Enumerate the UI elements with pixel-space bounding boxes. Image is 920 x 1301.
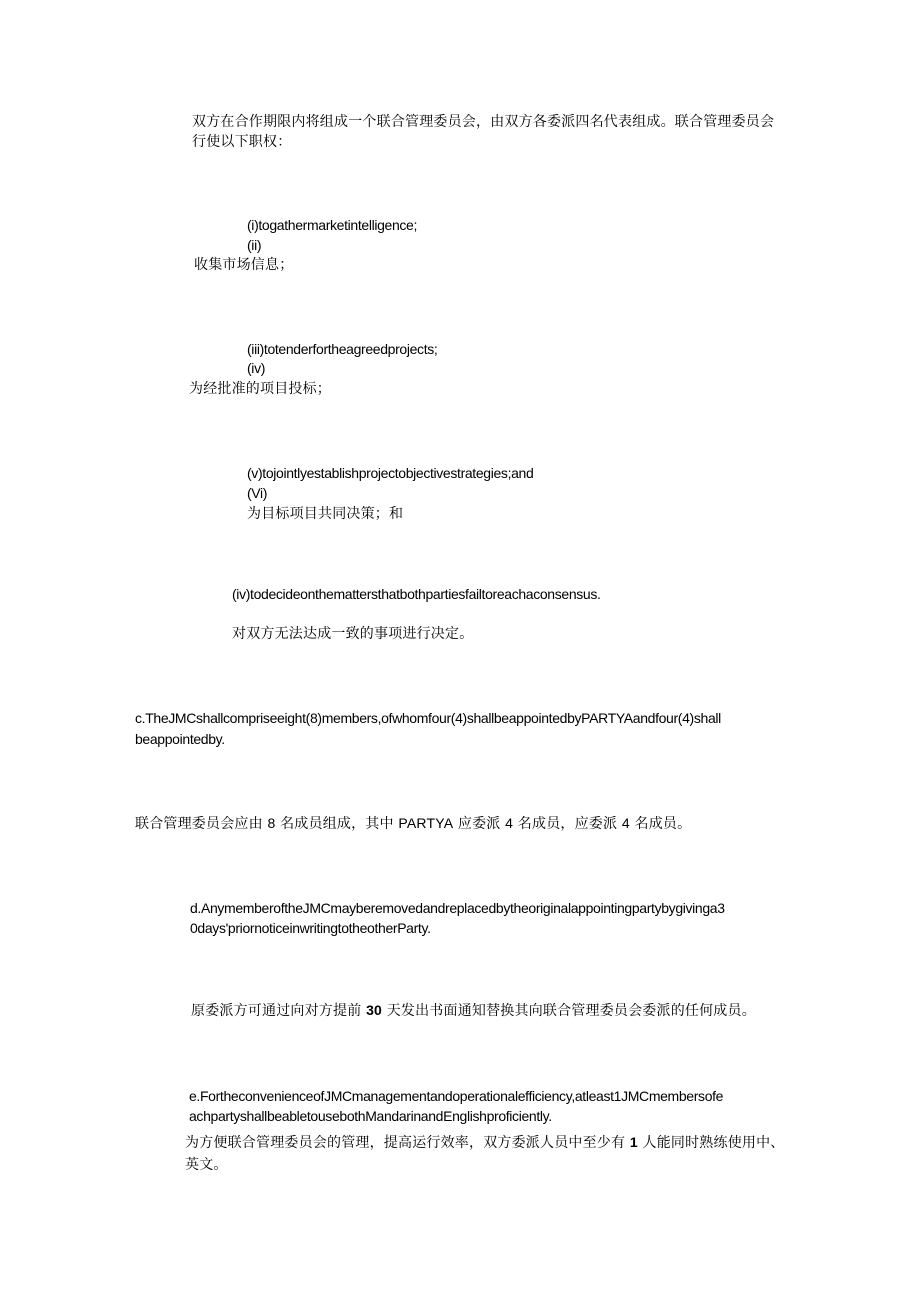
item-iv-marker: (iv) [247, 360, 266, 376]
item-vi-marker: (Vi) [247, 485, 268, 501]
clause-e-chinese-part-a: 为方便联合管理委员会的管理，提高运行效率，双方委派人员中至少有 [185, 1135, 630, 1151]
item-iv-english: (iv)todecideonthemattersthatbothpartiesfailtoreachaconsensus. [232, 586, 601, 602]
item-iii-chinese: 为经批准的项目投标； [189, 381, 331, 397]
clause-d-english-line-1: d.AnymemberoftheJMCmayberemovedandreplacedbytheoriginalappointingpartybygivinga3 [190, 900, 725, 916]
clause-e-number-members: 1 [629, 1134, 638, 1150]
clause-c-number-party-b: 4 [621, 815, 630, 831]
clause-c-chinese-part-e: 名成员。 [629, 816, 692, 832]
clause-e-chinese-line-2: 英文。 [185, 1157, 228, 1173]
clause-e-chinese-part-b: 人能同时熟练使用中、 [637, 1135, 785, 1151]
clause-c-party-name: PARTYA [398, 815, 454, 831]
clause-c-chinese-part-d: 名成员，应委派 [513, 816, 622, 832]
clause-c-number-party-a: 4 [505, 815, 514, 831]
clause-d-chinese-part-a: 原委派方可通过向对方提前 [191, 1003, 367, 1019]
clause-c-chinese-part-c: 应委派 [453, 816, 506, 832]
item-iii-english: (iii)totenderfortheagreedprojects; [247, 341, 438, 357]
item-iv-chinese: 对双方无法达成一致的事项进行决定。 [232, 626, 474, 642]
item-i-chinese: 收集市场信息； [194, 257, 294, 273]
clause-c-english-line-2: beappointedby. [135, 731, 225, 747]
clause-c-chinese-part-b: 名成员组成，其中 [275, 816, 399, 832]
clause-d-chinese [191, 1000, 756, 1021]
item-i-english: (i)togathermarketintelligence; [247, 217, 418, 233]
intro-line-1: 双方在合作期限内将组成一个联合管理委员会，由双方各委派四名代表组成。联合管理委员会 [192, 114, 775, 130]
item-ii-marker: (ii) [247, 237, 262, 253]
clause-d-english-line-2: 0days'priornoticeinwritingtotheotherParty. [190, 920, 431, 936]
clause-c-chinese-part-a: 联合管理委员会应由 [135, 816, 268, 832]
clause-e-chinese-line-1 [185, 1132, 785, 1153]
clause-c-chinese [135, 813, 691, 834]
item-v-chinese: 为目标项目共同决策；和 [247, 506, 404, 522]
intro-line-2: 行使以下职权： [192, 134, 292, 150]
clause-c-number-members: 8 [267, 815, 276, 831]
clause-e-english-line-1: e.FortheconvenienceofJMCmanagementandoperationalefficiency,atleast1JMCmembersofe [189, 1088, 724, 1104]
clause-d-chinese-part-b: 天发出书面通知替换其向联合管理委员会委派的任何成员。 [382, 1003, 756, 1019]
item-v-english: (v)tojointlyestablishprojectobjectivestrategies;and [247, 465, 534, 481]
clause-d-number-days: 30 [366, 1002, 383, 1018]
clause-e-english-line-2: achpartyshallbeabletousebothMandarinandEnglishproficiently. [189, 1108, 552, 1124]
clause-c-english-line-1: c.TheJMCshallcompriseeight(8)members,ofwhomfour(4)shallbeappointedbyPARTYAandfour(4)shall [135, 710, 721, 726]
